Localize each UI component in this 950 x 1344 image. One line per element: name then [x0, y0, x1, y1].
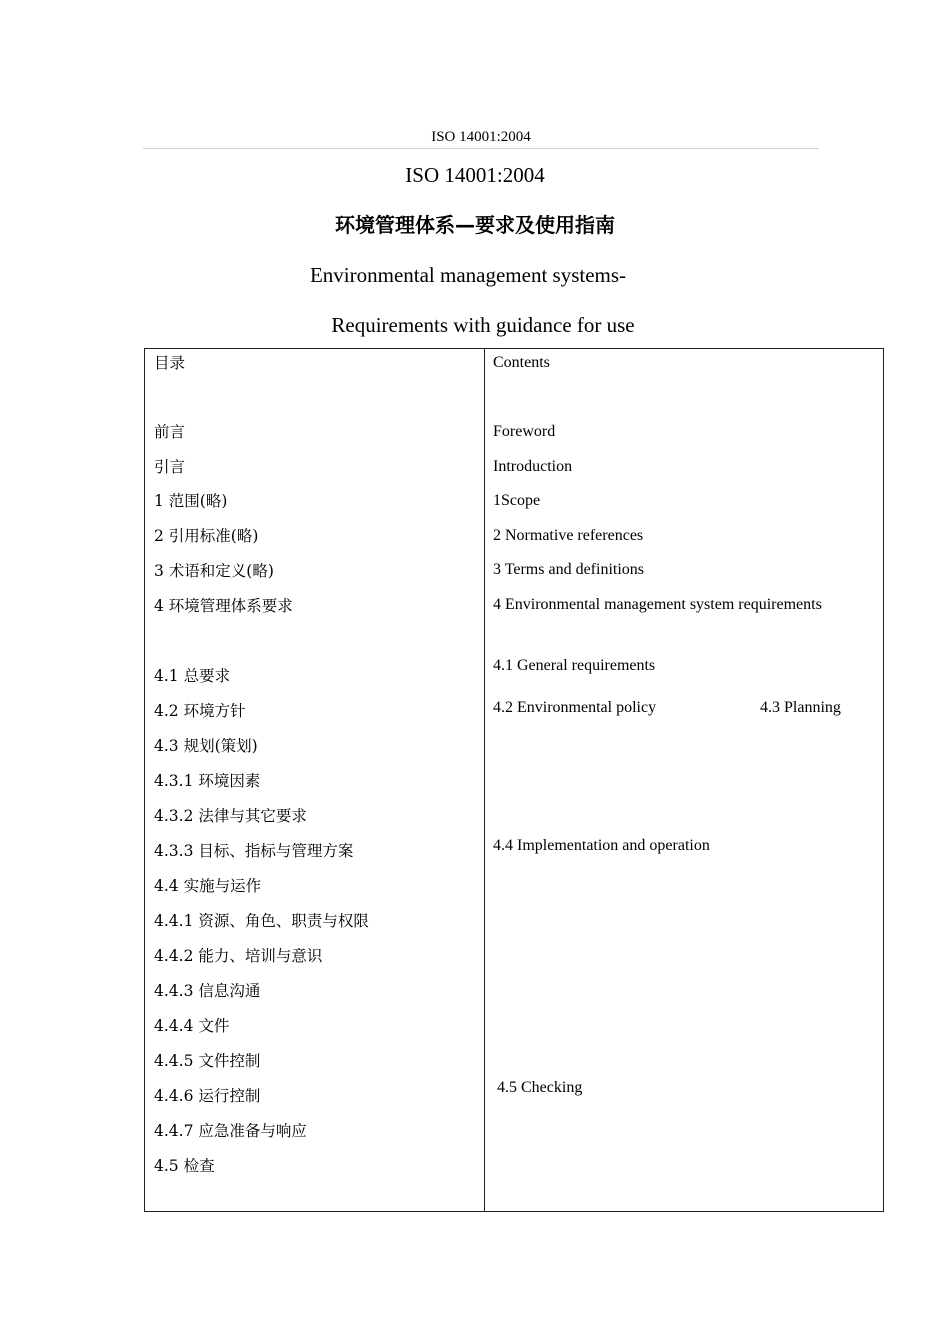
title-chinese: 环境管理体系—要求及使用指南: [335, 213, 615, 237]
toc-heading-chinese: 目录: [154, 354, 186, 372]
title-english-line2: Requirements with guidance for use: [331, 313, 635, 337]
toc-item-cn: 4.4.7 应急准备与响应: [154, 1122, 307, 1140]
toc-item-cn: 4.3 规划(策划): [154, 737, 258, 755]
toc-item-cn: 4.4 实施与运作: [154, 877, 262, 895]
toc-item-cn: 4.3.3 目标、指标与管理方案: [154, 842, 354, 860]
toc-item-cn: 4.4.3 信息沟通: [154, 982, 261, 1000]
toc-item-en: 1Scope: [493, 492, 541, 509]
toc-item-cn: 4.2 环境方针: [154, 702, 246, 720]
toc-item-cn: 2 引用标准(略): [154, 527, 259, 545]
toc-item-en: Foreword: [493, 423, 556, 440]
toc-item-cn: 1 范围(略): [154, 492, 228, 510]
toc-item-en: 4.1 General requirements: [493, 657, 656, 674]
running-header: ISO 14001:2004: [431, 129, 531, 145]
toc-heading-english: Contents: [493, 354, 550, 371]
toc-item-en: 4.2 Environmental policy: [493, 699, 657, 716]
toc-item-cn: 4.4.6 运行控制: [154, 1087, 261, 1105]
toc-item-cn: 4.3.2 法律与其它要求: [154, 807, 307, 825]
toc-item-cn: 引言: [154, 458, 186, 476]
toc-item-en: 4 Environmental management system requirements: [493, 596, 822, 613]
header-rule: [143, 148, 819, 149]
toc-item-en: 4.5 Checking: [497, 1079, 583, 1096]
toc-item-en: 3 Terms and definitions: [493, 561, 645, 578]
toc-item-cn: 4.4.2 能力、培训与意识: [154, 947, 323, 965]
toc-item-cn: 4.4.5 文件控制: [154, 1052, 261, 1070]
column-divider: [484, 349, 485, 1211]
document-code: ISO 14001:2004: [405, 163, 545, 187]
toc-item-en: 4.3 Planning: [760, 699, 841, 716]
toc-item-cn: 4.4.1 资源、角色、职责与权限: [154, 912, 369, 930]
toc-item-cn: 3 术语和定义(略): [154, 562, 274, 580]
contents-table: [144, 348, 884, 1212]
toc-item-cn: 4.3.1 环境因素: [154, 772, 261, 790]
toc-item-cn: 前言: [154, 423, 186, 441]
toc-item-en: 4.4 Implementation and operation: [493, 837, 710, 854]
toc-item-en: 2 Normative references: [493, 527, 644, 544]
title-english-line1: Environmental management systems-: [309, 263, 627, 287]
toc-item-cn: 4 环境管理体系要求: [154, 597, 293, 615]
toc-item-cn: 4.5 检查: [154, 1157, 215, 1175]
toc-item-cn: 4.1 总要求: [154, 667, 231, 685]
toc-item-cn: 4.4.4 文件: [154, 1017, 230, 1035]
toc-item-en: Introduction: [493, 458, 573, 475]
